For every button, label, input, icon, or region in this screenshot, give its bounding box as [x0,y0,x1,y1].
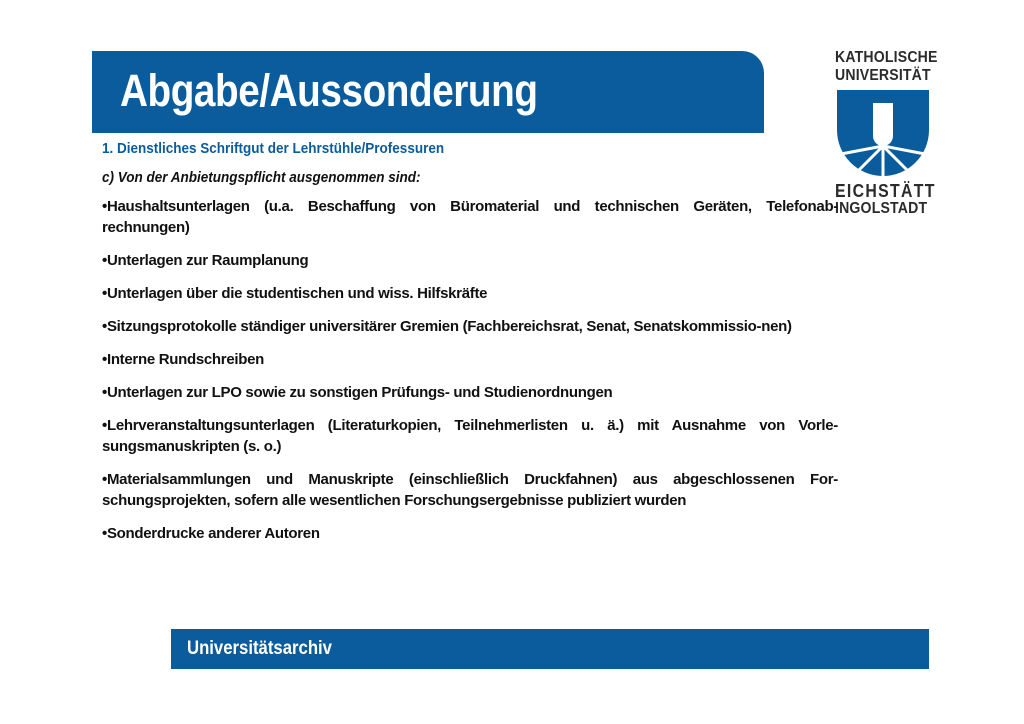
university-logo [833,49,938,221]
slide-content [102,140,838,556]
title-banner [92,51,764,133]
bullet-item: •Unterlagen zur LPO sowie zu sonstigen Prüfungs- und Studienordnungen [102,384,613,401]
section-subtitle: 1. Dienstliches Schriftgut der Lehrstühle/Professuren [102,140,445,157]
footer-label: Universitätsarchiv [187,638,332,659]
bullet-item: •Lehrveranstaltungsunterlagen (Literaturkopien, Teilnehmerlisten u. ä.) mit Ausnahme von Vorle-sungsmanuskripten (s. o.) [102,417,838,455]
bullet-item: •Materialsammlungen und Manuskripte (einschließlich Druckfahnen) aus abgeschlossenen For-schungsprojekten, sofern alle wesentlichen Forschungsergebnisse publiziert wurden [102,471,838,509]
intro-text: c) Von der Anbietungspflicht ausgenommen sind: [102,169,421,186]
bullet-item: •Haushaltsunterlagen (u.a. Beschaffung von Büromaterial und technischen Geräten, Telefonab-rechnungen) [102,198,838,236]
logo-line-4: INGOLSTADT [835,200,928,217]
shield-emblem-icon [837,90,929,180]
bullet-item: •Sitzungsprotokolle ständiger universitärer Gremien (Fachbereichsrat, Senat, Senatskommissio-nen) [102,318,792,335]
bullet-item: •Unterlagen zur Raumplanung [102,252,309,269]
bullet-item: •Sonderdrucke anderer Autoren [102,525,320,542]
logo-line-2: UNIVERSITÄT [835,67,931,84]
footer-banner [171,629,929,669]
logo-line-1: KATHOLISCHE [835,49,938,66]
page-title: Abgabe/Aussonderung [120,65,538,116]
bullet-item: •Interne Rundschreiben [102,351,265,368]
logo-line-3: EICHSTÄTT [835,181,936,201]
bullet-item: •Unterlagen über die studentischen und wiss. Hilfskräfte [102,285,488,302]
